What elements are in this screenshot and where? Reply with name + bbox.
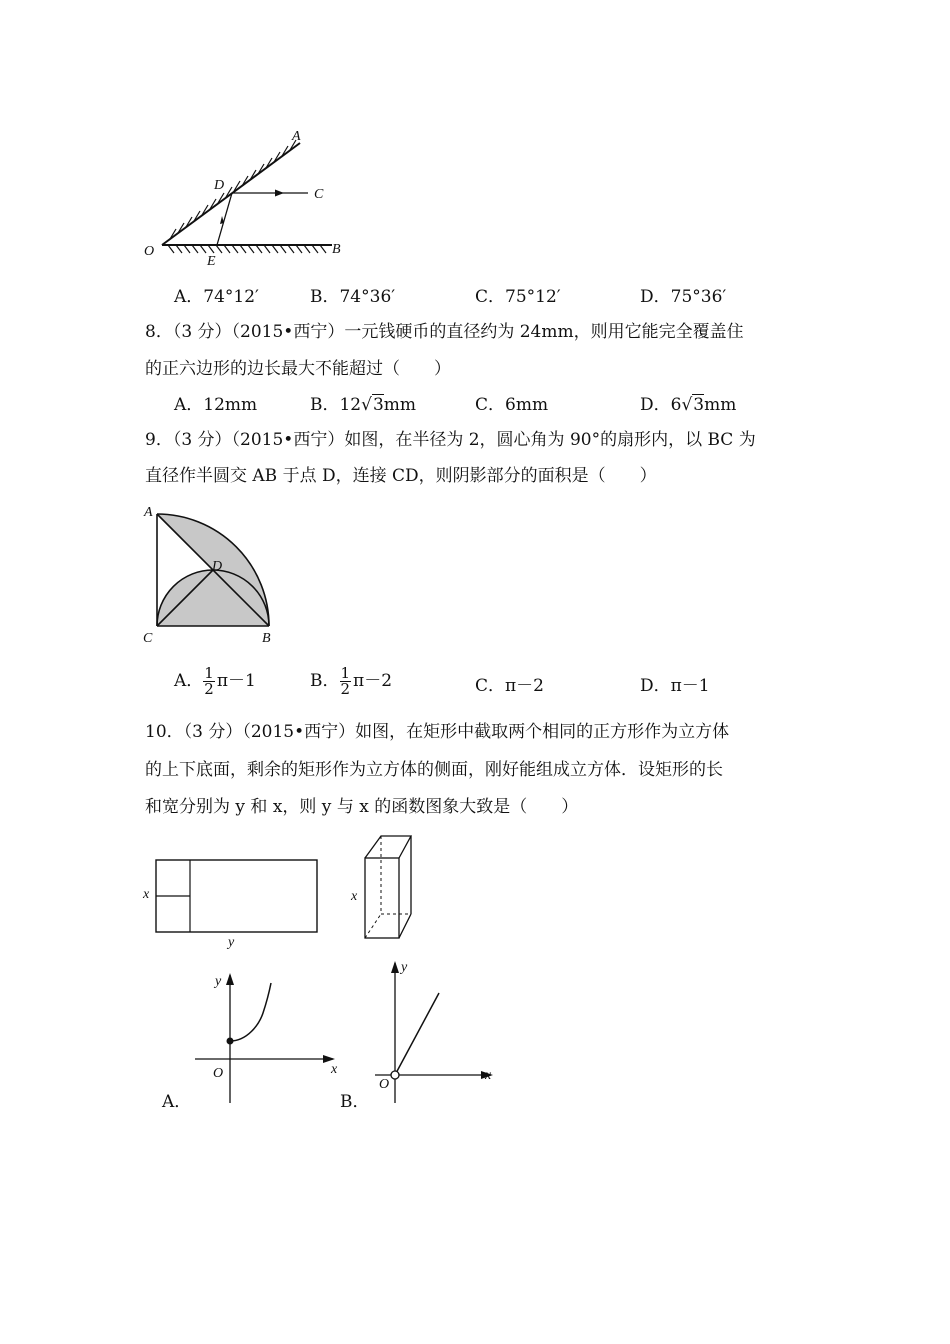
q9-option-a-prefix: A． <box>174 671 204 691</box>
q8-option-d-radicand: 3 <box>693 395 705 415</box>
q9-option-d: D．π－1 <box>640 676 710 696</box>
q8-option-c: C．6mm <box>475 395 549 415</box>
q9-option-b <box>310 666 392 697</box>
q9-option-b-suffix: π－2 <box>353 671 393 691</box>
q8-option-d-prefix: D．6 <box>640 395 682 415</box>
q8-option-b-prefix: B．12 <box>310 395 362 415</box>
fraction <box>340 666 352 697</box>
q10-option-b: B． <box>340 1092 370 1112</box>
q10-stem-line1: 10．（3 分）（2015•西宁）如图，在矩形中截取两个相同的正方形作为立方体 <box>145 722 730 742</box>
graph-a-label-o: O <box>213 1066 224 1081</box>
label-B: B <box>262 631 271 646</box>
graph-b-label-x: x <box>485 1068 492 1083</box>
q9-stem-line2: 直径作半圆交 AB 于点 D，连接 CD，则阴影部分的面积是（ ） <box>145 466 657 486</box>
q8-option-b <box>310 395 416 415</box>
q8-option-d <box>640 395 736 415</box>
graph-b-label-y: y <box>401 960 408 975</box>
q10-rectangle-figure <box>140 850 325 950</box>
denominator: 2 <box>340 680 351 698</box>
q7-figure <box>140 125 350 270</box>
q9-stem-line1: 9．（3 分）（2015•西宁）如图，在半径为 2，圆心角为 90°的扇形内，以 BC 为 <box>145 430 756 450</box>
fraction <box>203 666 215 697</box>
label-D: D <box>214 178 225 193</box>
numerator: 1 <box>204 664 214 682</box>
label-A: A <box>144 505 153 520</box>
q7-option-c: C．75°12′ <box>475 287 561 307</box>
q7-option-a: A．74°12′ <box>174 287 259 307</box>
q7-option-d: D．75°36′ <box>640 287 727 307</box>
label-C: C <box>314 187 324 202</box>
q8-option-b-radicand: 3 <box>372 395 384 415</box>
q8-option-b-suffix: mm <box>383 395 417 415</box>
label-D: D <box>212 559 223 574</box>
q10-graph-a <box>185 965 345 1105</box>
q9-figure <box>140 500 290 648</box>
cuboid-label-x: x <box>351 889 358 904</box>
q9-option-a-suffix: π－1 <box>216 671 256 691</box>
label-B: B <box>332 242 341 257</box>
q9-option-c: C．π－2 <box>475 676 544 696</box>
rect-label-y: y <box>228 935 235 950</box>
sqrt-sign-icon: √ <box>361 395 372 415</box>
q10-cuboid-figure <box>345 830 420 945</box>
q7-option-b: B．74°36′ <box>310 287 396 307</box>
q8-option-a: A．12mm <box>174 395 258 415</box>
label-A: A <box>292 129 301 144</box>
q9-option-b-prefix: B． <box>310 671 340 691</box>
q8-stem-line2: 的正六边形的边长最大不能超过（ ） <box>145 359 451 379</box>
rect-label-x: x <box>143 887 150 902</box>
q10-stem-line3: 和宽分别为 y 和 x，则 y 与 x 的函数图象大致是（ ） <box>145 797 579 817</box>
label-C: C <box>143 631 153 646</box>
sqrt-sign-icon: √ <box>681 395 693 415</box>
denominator: 2 <box>204 680 214 698</box>
q9-option-a <box>174 666 256 697</box>
graph-b-label-o: O <box>379 1077 390 1092</box>
q10-stem-line2: 的上下底面，剩余的矩形作为立方体的侧面，刚好能组成立方体．设矩形的长 <box>145 760 723 780</box>
graph-a-label-y: y <box>215 974 222 989</box>
q10-option-a: A． <box>162 1092 192 1112</box>
q8-option-d-suffix: mm <box>704 395 737 415</box>
label-E: E <box>207 254 216 269</box>
q10-graph-b <box>365 955 505 1105</box>
label-O: O <box>144 244 155 259</box>
graph-a-label-x: x <box>331 1062 338 1077</box>
q8-stem-line1: 8．（3 分）（2015•西宁）一元钱硬币的直径约为 24mm，则用它能完全覆盖住 <box>145 322 744 342</box>
numerator: 1 <box>340 664 351 682</box>
